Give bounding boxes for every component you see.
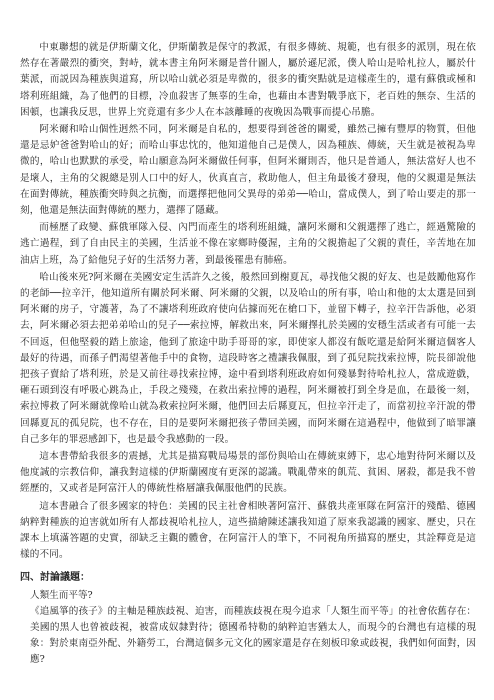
paragraph-islam-context: 中東聯想的就是伊斯蘭文化，伊斯蘭教是保守的教派，有很多傳統、規範，也有很多的派別，現在依然存在著嚴烈的衝突，對峙，就本書主角阿米爾是普什圖人，屬於遜尼派，僕人哈山是哈札拉人，屬於什葉派，而説因為種族與道寫，所以哈山就必須是卑微的，很多的衝突點就是這樣產生的，還有蘇俄或極和塔利班組織，為了他們的目標，冷血殺害了無辜的生命，也藉由本書對戰爭底下，老百姓的無奈、生活的困頓，也讓我反思，世界上究竟還有多少人在本該離睡的夜晚因為戰事而提心吊膽。 [20, 42, 476, 118]
discussion-paragraph: 《追風箏的孩子》的主軸是種族歧視、迫害，而種族歧視在現今追求「人類生而平等」的社會依舊存在：美國的黑人也曾被歧視，被當成奴隸對待；德國希特勒的納粹迫害猶太人，而現今的台灣也有這樣的現象：對於東南亞外配、外籍勞工，台灣這個多元文化的國家還是存在刻板印象或歧視，我們如何面對，因應? [30, 605, 476, 666]
paragraph-return-to-afghanistan: 哈山後來死?阿米爾在美國安定生活許久之後，般然回到榭夏瓦，尋找他父親的好友、也是鼓勵他寫作的老師──拉辛汗，他知道所有關於阿米爾、阿米爾的父親，以及哈山的所有事，哈山和他的太太選是回到阿米爾的房子，守護著，為了不讓塔利班政府使向佔據而死在槍口下，並留下轉子，拉辛汗告訴他，必須去，阿米爾必須去把弟弟哈山的兒子──索拉博，解救出來，阿米爾擇扎於美國的安穩生活或者有可能一去不回返，但他堅毅的踏上旅途，他到了旅途中助手哥哥的家，即使家人都沒有飯吃還是給阿米爾這個客人最好的待遇，而孫子們渴望著他手中的食物，這段時客之禮讓我佩服，到了孤兒院找索拉博，院長卻說他把孩子賣給了塔利班，於是又前往尋找索拉博，途中看到塔利班政府如何殘暴對待哈札拉人，當成遊戲，砸石頭到沒有呼吸心跳為止，手段之殘殘，在救出索拉博的過程，阿米爾被打到全身是血，在最後一刻，索拉博救了阿米爾就像哈山就為救索拉阿米爾，他們回去后縣夏瓦，但拉辛汗走了，而當初拉辛汗說的帶回縣夏瓦的孤兒院，也不存在，目的是要阿米爾把孩子帶回美國，而阿米爾在這過程中，他做到了暗罪讓自己多年的罪惡感卸下，也是最令我感動的一段。 [20, 271, 476, 445]
paragraph-impact: 這本書帶給我很多的震撼，尤其是描寫戰局場景的部份與哈山在傳統束縛下，忠心地對待阿米爾以及他度誠的宗教信仰，讓我對這樣的伊斯蘭國度有更深的認識。戰亂帶來的飢荒、貧困、屠殺，都是我不曾經歷的，又或者是阿富汗人的傳統性格層讓我佩服他們的民族。 [20, 451, 476, 495]
document-page [20, 40, 476, 669]
paragraph-history: 這本書融合了很多國家的特色：美國的民主社會相映著阿富汗、蘇俄共產軍隊在阿富汗的殘酷、德國納粹對種族的迫害就如所有人都歧視哈札拉人，這些描繪陳述讓我知道了原來我認識的國家、歷史，只在課本上填滿答題的史實，卻缺乏主觀的體會，在阿富汗人的筆下，不同視角所描寫的歷史，其詮釋竟是這樣的不同。 [20, 500, 476, 561]
discussion-question: 人類生而平等? [30, 589, 93, 601]
paragraph-amir-hassan: 阿米爾和哈山個性迥然不同，阿米爾是自私的，想要得到爸爸的關愛，雖然己擁有豐厚的物質，但他還是忌妒爸爸對哈山的好；而哈山事忠忱的，他知道他自己是僕人，因為種族、傳統，天生就是被視為卑微的，哈山也默默的承受，哈山願意為阿米爾做任何事，但阿米爾則否，他只是普通人，無法當好人也不是壞人，主角的父親總是別人口中的好人，伙真直言，救助他人，但主角最後才發現，他的父親還是無法在面對傳統，種族衝突時與之抗衡，而選擇把他同父異母的弟弟──哈山，當成僕人，到了哈山要走的那一刻，他還是無法面對傳統的壓力，選擇了隱藏。 [20, 124, 476, 217]
paragraph-escape: 而極歷了政變、蘇俄軍隊入侵、內門而產生的塔利班組織，讓阿米爾和父親選擇了逃亡，經過驚險的逃亡過程，到了自由民主的美國，生活並不像在家鄉時優渥，主角的父親擔起了父親的責任，辛苦地在加油店上班，為了給他兒子好的生活努力著，到最後罹患有肺癌。 [20, 222, 476, 266]
discussion-section-title: 四、討論議題： [20, 571, 90, 583]
